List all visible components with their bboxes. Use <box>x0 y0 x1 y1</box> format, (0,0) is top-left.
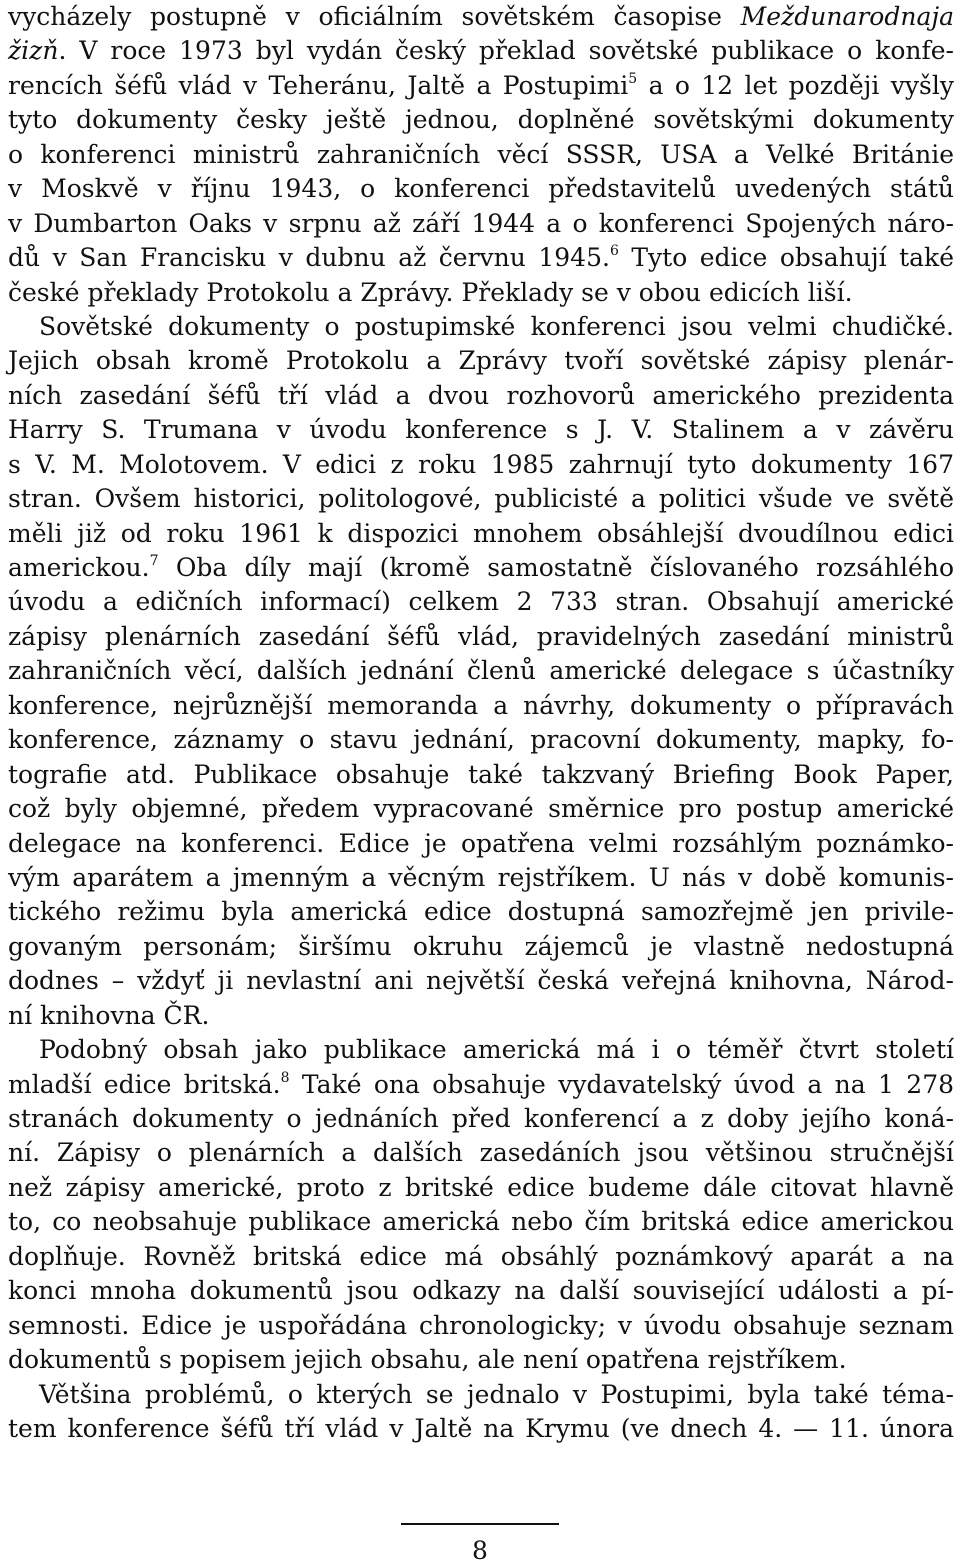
text-line <box>8 620 954 654</box>
text-run: semnosti. Edice je uspořádána chronologicky; v úvodu obsahuje seznam <box>8 1310 954 1340</box>
text-run: úvodu a edičních informací) celkem 2 733 stran. Obsahují americké <box>8 587 954 617</box>
text-run: české překlady Protokolu a Zprávy. Překlady se v obou edicích liší. <box>8 277 853 307</box>
text-line <box>8 517 954 551</box>
footnote-marker: 5 <box>628 70 638 87</box>
text-run: v Dumbarton Oaks v srpnu až září 1944 a o konferenci Spojených náro- <box>8 208 954 238</box>
footnote-marker: 7 <box>149 553 159 569</box>
text-line <box>8 0 954 34</box>
text-run: delegace na konferenci. Edice je opatřena velmi rozsáhlým poznámko- <box>8 828 954 858</box>
text-run: tem konference šéfů tří vlád v Jaltě na Krymu (ve dnech 4. — 11. února <box>8 1413 954 1443</box>
text-line <box>8 1033 954 1067</box>
text-run: Jejich obsah kromě Protokolu a Zprávy tvoří sovětské zápisy plenár- <box>8 346 954 376</box>
text-run: vycházely postupně v oficiálním sovětském časopise <box>8 2 741 31</box>
text-run: to, co neobsahuje publikace americká nebo čím britská edice americkou <box>8 1207 954 1237</box>
text-run: stran. Ovšem historici, politologové, publicisté a politici všude ve světě <box>8 484 954 514</box>
text-line <box>8 758 954 792</box>
text-line <box>8 654 954 688</box>
text-run: Většina problémů, o kterých se jednalo v Postupimi, byla také téma- <box>39 1379 954 1409</box>
text-run: měli již od roku 1961 k dispozici mnohem obsáhlejší dvoudílnou edici <box>8 518 954 548</box>
text-line <box>8 723 954 757</box>
body-text <box>8 0 954 1446</box>
text-run: govaným personám; širšímu okruhu zájemců je vlastně nedostupná <box>8 931 954 961</box>
text-run: stranách dokumenty o jednáních před konferencí a z doby jejího koná- <box>8 1104 954 1133</box>
text-line <box>8 1343 954 1377</box>
text-line <box>8 138 954 172</box>
text-run: s V. M. Molotovem. V edici z roku 1985 zahrnují tyto dokumenty 167 <box>8 449 954 479</box>
text-run: v Moskvě v říjnu 1943, o konferenci představitelů uvedených států <box>8 174 954 204</box>
text-line <box>8 1240 954 1274</box>
text-run: Harry S. Trumana v úvodu konference s J. V. Stalinem a v závěru <box>8 415 954 445</box>
text-line <box>8 344 954 378</box>
text-line <box>8 34 954 68</box>
text-run: vým aparátem a jmenným a věcným rejstříkem. U nás v době komunis- <box>8 862 954 892</box>
text-line <box>8 448 954 482</box>
text-run: Tyto edice obsahují také <box>618 243 954 273</box>
text-line <box>8 551 954 585</box>
text-run: konci mnoha dokumentů jsou odkazy na další související události a pí- <box>8 1276 954 1306</box>
text-run: mladší edice britská. <box>8 1069 281 1099</box>
text-line <box>8 1378 954 1412</box>
text-line <box>8 827 954 861</box>
text-run: americkou. <box>8 553 150 582</box>
text-line <box>8 895 954 929</box>
text-run: ní. Zápisy o plenárních a dalších zasedáních jsou většinou stručnější <box>8 1138 954 1168</box>
text-run: rencích šéfů vlád v Teheránu, Jaltě a Postupimi <box>8 70 629 100</box>
text-line <box>8 241 954 275</box>
footer-rule <box>401 1523 559 1525</box>
text-line <box>8 482 954 516</box>
text-run: dokumentů s popisem jejich obsahu, ale není opatřena rejstříkem. <box>8 1345 847 1375</box>
text-run: zahraničních věcí, dalších jednání členů americké delegace s účastníky <box>8 656 954 686</box>
text-line <box>8 103 954 137</box>
text-line <box>8 964 954 998</box>
text-line <box>8 585 954 619</box>
footnote-marker: 6 <box>609 243 619 260</box>
text-run: což byly objemné, předem vypracované směrnice pro postup americké <box>8 794 954 824</box>
text-run: doplňuje. Rovněž britská edice má obsáhlý poznámkový aparát a na <box>8 1241 954 1271</box>
text-line <box>8 69 954 103</box>
text-run: než zápisy americké, proto z britské edice budeme dále citovat hlavně <box>8 1172 954 1202</box>
page-number: 8 <box>472 1536 488 1565</box>
text-line <box>8 1412 954 1446</box>
italic-text: Meždunarodnaja <box>740 2 954 31</box>
text-line <box>8 1068 954 1102</box>
text-run: Také ona obsahuje vydavatelský úvod a na 1 278 <box>289 1069 955 1099</box>
text-run: zápisy plenárních zasedání šéfů vlád, pravidelných zasedání ministrů <box>8 621 954 651</box>
text-run: a o 12 let později vyšly <box>637 70 954 100</box>
text-line <box>8 379 954 413</box>
text-run: ních zasedání šéfů tří vlád a dvou rozhovorů amerického prezidenta <box>8 380 954 410</box>
text-run: . V roce 1973 byl vydán český překlad sovětské publikace o konfe- <box>58 36 954 66</box>
text-run: Podobný obsah jako publikace americká má i o téměř čtvrt století <box>39 1035 954 1065</box>
text-line <box>8 930 954 964</box>
text-run: dodnes – vždyť ji nevlastní ani největší česká veřejná knihovna, Národ- <box>8 966 954 996</box>
text-line <box>8 792 954 826</box>
text-run: tografie atd. Publikace obsahuje také takzvaný Briefing Book Paper, <box>8 759 954 789</box>
text-line <box>8 1102 954 1136</box>
text-line <box>8 1171 954 1205</box>
text-run: dů v San Francisku v dubnu až červnu 1945. <box>8 243 610 273</box>
text-run: konference, záznamy o stavu jednání, pracovní dokumenty, mapky, fo- <box>8 725 954 755</box>
text-line <box>8 1274 954 1308</box>
text-line <box>8 689 954 723</box>
text-line <box>8 172 954 206</box>
text-line <box>8 1309 954 1343</box>
text-line <box>8 861 954 895</box>
text-run: o konferenci ministrů zahraničních věcí SSSR, USA a Velké Británie <box>8 139 954 169</box>
text-line <box>8 276 954 310</box>
text-run: Oba díly mají (kromě samostatně číslovaného rozsáhlého <box>158 553 954 582</box>
text-line <box>8 1205 954 1239</box>
text-line <box>8 999 954 1033</box>
text-run: tického režimu byla americká edice dostupná samozřejmě jen privile- <box>8 897 954 927</box>
text-run: Sovětské dokumenty o postupimské konferenci jsou velmi chudičké. <box>39 311 954 341</box>
text-run: ní knihovna ČR. <box>8 1000 210 1030</box>
text-run: konference, nejrůznější memoranda a návrhy, dokumenty o přípravách <box>8 690 954 720</box>
text-run: tyto dokumenty česky ještě jednou, doplněné sovětskými dokumenty <box>8 105 954 135</box>
text-line <box>8 310 954 344</box>
italic-text: žizň <box>8 36 59 66</box>
text-line <box>8 1136 954 1170</box>
text-line <box>8 207 954 241</box>
text-line <box>8 413 954 447</box>
footnote-marker: 8 <box>280 1069 290 1086</box>
